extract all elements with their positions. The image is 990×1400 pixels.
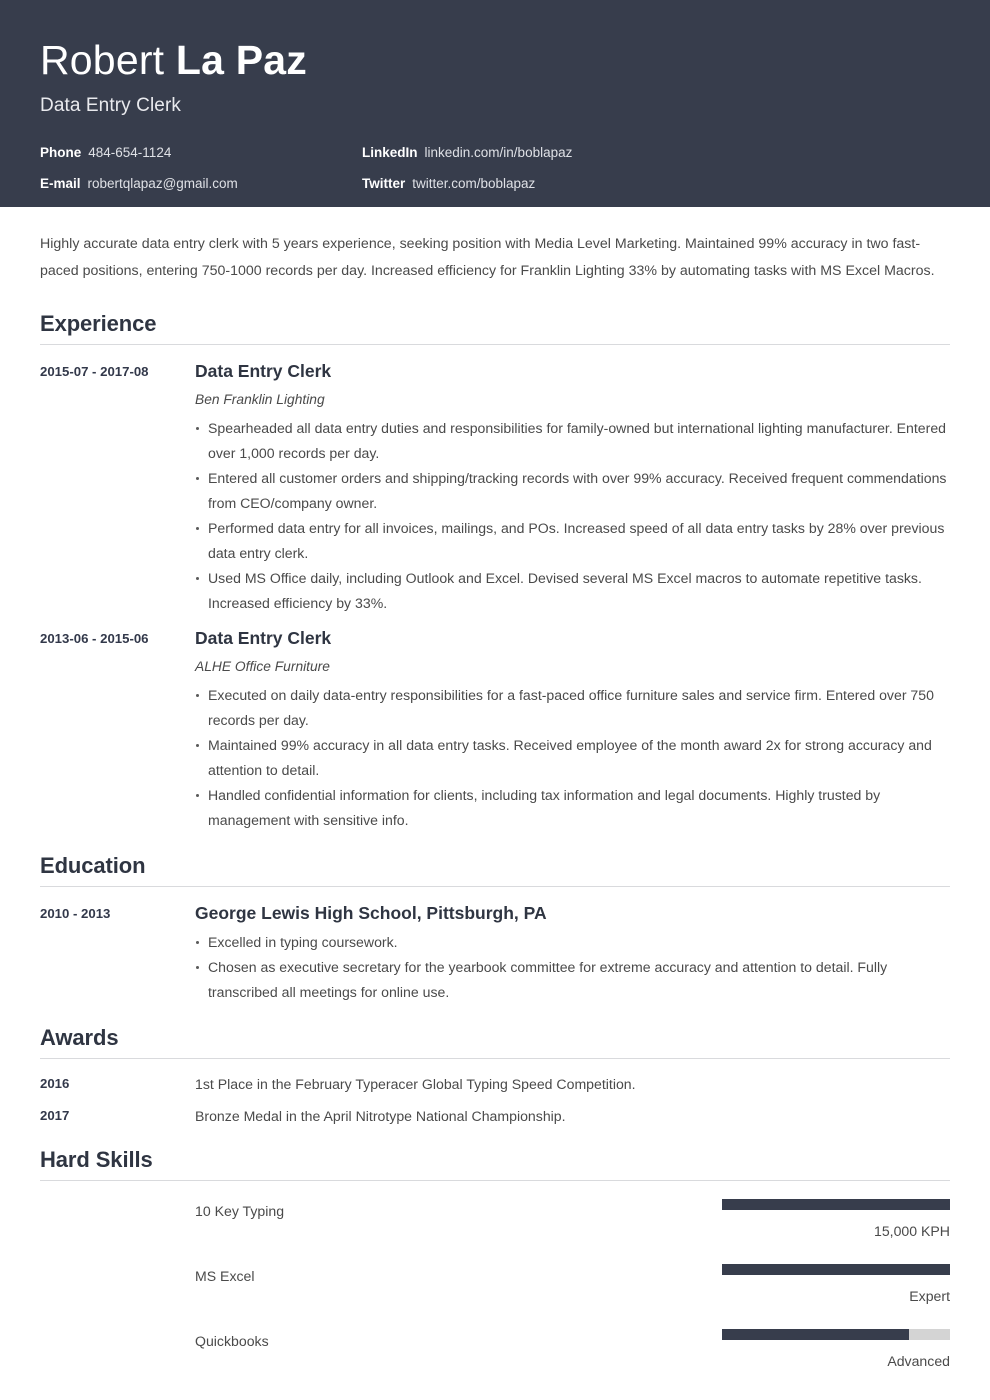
skill-name: Quickbooks xyxy=(195,1333,269,1349)
experience-role: Data Entry Clerk xyxy=(195,628,332,648)
skill-name: MS Excel xyxy=(195,1268,255,1284)
skill-value: Expert xyxy=(909,1288,950,1304)
experience-details xyxy=(195,359,950,616)
candidate-first-name: Robert xyxy=(40,37,165,83)
experience-bullet: Used MS Office daily, including Outlook and Excel. Devised several MS Excel macros to automate repetitive tasks. Increased efficiency by 33%. xyxy=(195,566,950,616)
skill-meter-fill xyxy=(722,1199,950,1210)
experience-entry xyxy=(40,359,950,616)
section-divider-awards xyxy=(40,1058,950,1059)
section-title-hard-skills: Hard Skills xyxy=(40,1147,153,1172)
section-education xyxy=(40,853,950,1005)
experience-bullets xyxy=(195,416,950,616)
section-title-experience: Experience xyxy=(40,311,157,336)
education-school: George Lewis High School, Pittsburgh, PA xyxy=(195,903,547,923)
skill-value: 15,000 KPH xyxy=(873,1223,950,1239)
candidate-name xyxy=(40,36,950,84)
skills-list xyxy=(40,1195,950,1371)
contact-grid xyxy=(40,144,950,193)
section-divider-hard-skills xyxy=(40,1180,950,1181)
education-bullets xyxy=(195,930,950,1005)
skill-meter-track xyxy=(722,1329,950,1340)
experience-bullet: Spearheaded all data entry duties and responsibilities for family-owned but international lighting manufacturer. Entered over 1,000 records per day. xyxy=(195,416,950,466)
contact-value-twitter[interactable]: twitter.com/boblapaz xyxy=(412,176,536,191)
education-details xyxy=(195,901,950,1005)
section-title-education: Education xyxy=(40,853,146,878)
experience-bullet: Executed on daily data-entry responsibilities for a fast-paced office furniture sales and service firm. Entered over 750 records per day. xyxy=(195,683,950,733)
experience-company: ALHE Office Furniture xyxy=(195,659,330,674)
contact-item-twitter[interactable] xyxy=(362,175,950,193)
section-divider-education xyxy=(40,886,950,887)
section-awards xyxy=(40,1025,950,1127)
contact-label-twitter: Twitter xyxy=(362,176,406,191)
skill-value: Advanced xyxy=(887,1353,950,1369)
skill-meter xyxy=(722,1264,950,1306)
skill-meter xyxy=(722,1199,950,1241)
skill-meter-fill xyxy=(722,1264,950,1275)
contact-label-phone: Phone xyxy=(40,145,82,160)
contact-value-linkedin[interactable]: linkedin.com/in/boblapaz xyxy=(424,145,573,160)
experience-dates: 2013-06 - 2015-06 xyxy=(40,631,149,646)
experience-bullet: Handled confidential information for clients, including tax information and legal documents. Highly trusted by management with sensitive info. xyxy=(195,783,950,833)
award-row xyxy=(40,1105,950,1127)
skill-name: 10 Key Typing xyxy=(195,1203,285,1219)
award-year: 2017 xyxy=(40,1108,70,1123)
resume-header xyxy=(0,0,990,207)
award-description: 1st Place in the February Typeracer Global Typing Speed Competition. xyxy=(195,1076,636,1092)
contact-label-linkedin: LinkedIn xyxy=(362,145,418,160)
skill-meter-track xyxy=(722,1199,950,1210)
experience-details xyxy=(195,626,950,833)
section-title-awards: Awards xyxy=(40,1025,119,1050)
experience-entry xyxy=(40,626,950,833)
experience-dates: 2015-07 - 2017-08 xyxy=(40,364,149,379)
experience-bullets xyxy=(195,683,950,833)
experience-bullet: Entered all customer orders and shipping/tracking records with over 99% accuracy. Received frequent commendations from CEO/company owner. xyxy=(195,466,950,516)
candidate-job-title: Data Entry Clerk xyxy=(40,95,181,116)
contact-value-email[interactable]: robertqlapaz@gmail.com xyxy=(87,176,238,191)
education-dates: 2010 - 2013 xyxy=(40,906,111,921)
contact-item-phone xyxy=(40,144,362,162)
skill-meter-track xyxy=(722,1264,950,1275)
contact-item-email[interactable] xyxy=(40,175,362,193)
education-bullet: Chosen as executive secretary for the yearbook committee for extreme accuracy and attention to detail. Fully transcribed all meetings for online use. xyxy=(195,955,950,1005)
skill-meter xyxy=(722,1329,950,1371)
education-bullet: Excelled in typing coursework. xyxy=(195,930,950,955)
skill-row xyxy=(40,1329,950,1371)
award-year: 2016 xyxy=(40,1076,70,1091)
award-description: Bronze Medal in the April Nitrotype National Championship. xyxy=(195,1108,566,1124)
professional-summary: Highly accurate data entry clerk with 5 years experience, seeking position with Media Level Marketing. Maintained 99% accuracy in two fast-paced positions, entering 750-1000 records per day. Increased efficiency for Franklin Lighting 33% by automating tasks with MS Excel Macros. xyxy=(40,236,935,279)
contact-label-email: E-mail xyxy=(40,176,81,191)
section-hard-skills xyxy=(40,1147,950,1371)
contact-item-linkedin[interactable] xyxy=(362,144,950,162)
experience-bullet: Performed data entry for all invoices, mailings, and POs. Increased speed of all data entry tasks by 28% over previous data entry clerk. xyxy=(195,516,950,566)
candidate-last-name: La Paz xyxy=(175,37,307,83)
resume-body xyxy=(0,207,990,1371)
experience-bullet: Maintained 99% accuracy in all data entry tasks. Received employee of the month award 2x for strong accuracy and attention to detail. xyxy=(195,733,950,783)
education-entry xyxy=(40,901,950,1005)
award-row xyxy=(40,1073,950,1095)
skill-meter-fill xyxy=(722,1329,909,1340)
skill-row xyxy=(40,1199,950,1241)
experience-role: Data Entry Clerk xyxy=(195,361,332,381)
contact-value-phone: 484-654-1124 xyxy=(88,145,172,160)
section-experience xyxy=(40,311,950,833)
skill-row xyxy=(40,1264,950,1306)
experience-company: Ben Franklin Lighting xyxy=(195,392,325,407)
section-divider-experience xyxy=(40,344,950,345)
